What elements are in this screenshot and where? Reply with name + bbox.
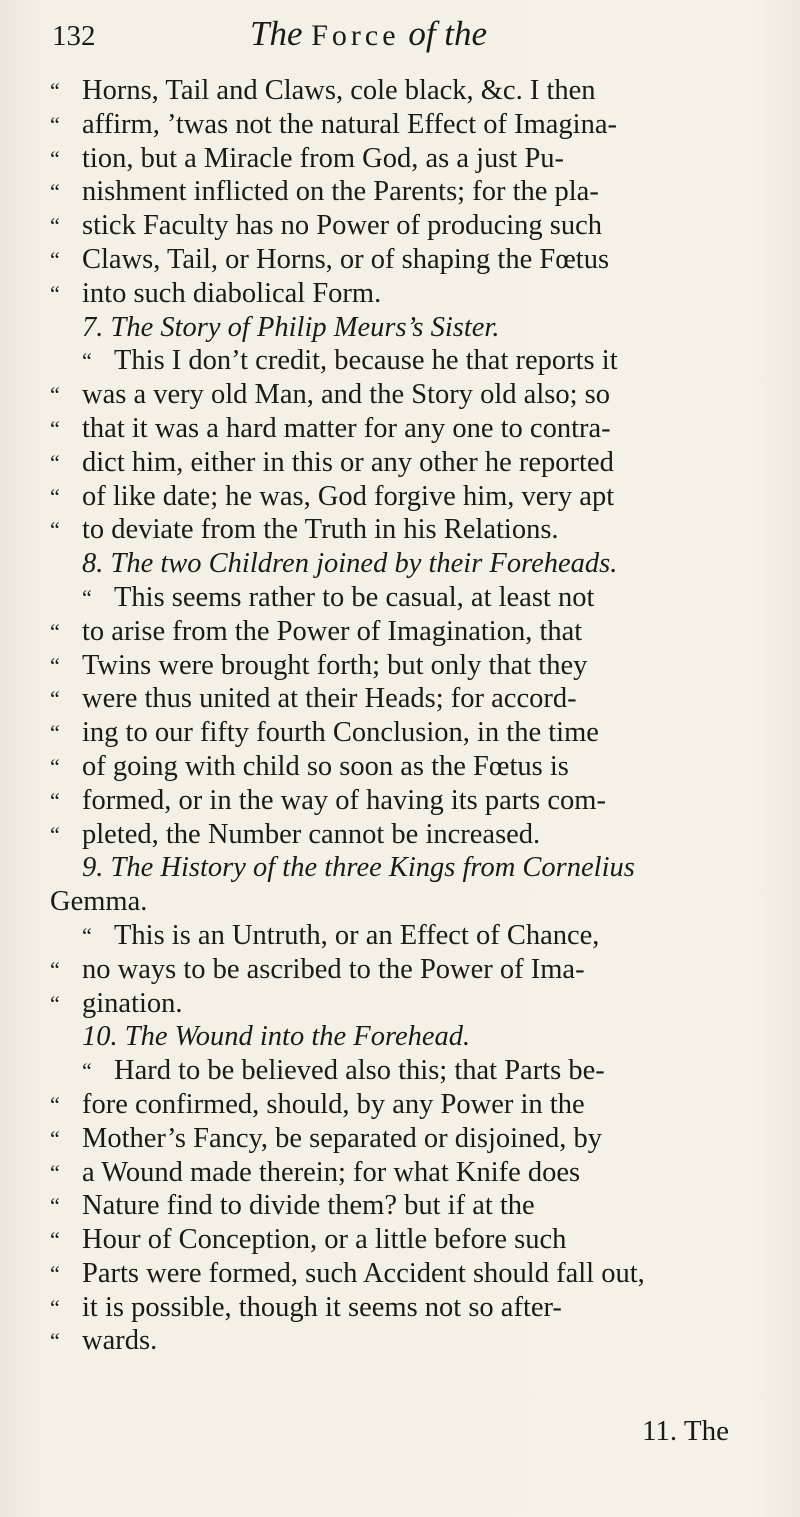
page-number: 132	[52, 20, 96, 52]
quote-mark: “	[50, 382, 60, 408]
quote-mark: “	[50, 483, 60, 509]
quote-mark: “	[50, 111, 60, 137]
text-line	[50, 175, 750, 209]
quote-mark: “	[50, 990, 60, 1016]
line-text: Parts were formed, such Accident should fall out,	[82, 1257, 645, 1289]
text-line	[50, 987, 750, 1021]
text-line	[50, 1223, 750, 1257]
text-line	[50, 142, 750, 176]
text-line	[50, 615, 750, 649]
line-text: wards.	[82, 1325, 158, 1357]
text-line	[50, 818, 750, 852]
quote-mark: “	[50, 1125, 60, 1151]
line-text: This I don’t credit, because he that reports it	[114, 345, 618, 377]
title-of-the: of the	[408, 14, 488, 53]
running-header	[52, 14, 742, 62]
line-text: 8. The two Children joined by their Foreheads.	[82, 548, 618, 580]
line-text: pleted, the Number cannot be increased.	[82, 818, 541, 850]
title-the: The	[250, 14, 303, 53]
quote-mark: “	[50, 1159, 60, 1185]
line-text: stick Faculty has no Power of producing such	[82, 210, 603, 242]
section-heading	[50, 851, 750, 885]
line-text: 9. The History of the three Kings from Cornelius	[82, 852, 635, 884]
line-text: to deviate from the Truth in his Relations.	[82, 514, 559, 546]
line-text: Horns, Tail and Claws, cole black, &c. I then	[82, 75, 596, 106]
line-text: ing to our fifty fourth Conclusion, in the time	[82, 717, 599, 749]
line-text: to arise from the Power of Imagination, that	[82, 615, 583, 647]
text-line	[50, 243, 750, 277]
line-text: formed, or in the way of having its parts com-	[82, 784, 606, 816]
line-text: Twins were brought forth; but only that they	[82, 649, 588, 681]
line-text: tion, but a Miracle from God, as a just Pu-	[82, 142, 565, 174]
text-line	[50, 209, 750, 243]
line-text: of like date; he was, God forgive him, very apt	[82, 480, 615, 512]
text-line	[50, 750, 750, 784]
line-text: Hard to be believed also this; that Parts be-	[114, 1055, 605, 1087]
text-line	[50, 378, 750, 412]
quote-mark: “	[50, 618, 60, 644]
text-line	[50, 480, 750, 514]
text-line	[50, 682, 750, 716]
quote-mark: “	[50, 449, 60, 475]
line-text: affirm, ’twas not the natural Effect of Imagina-	[82, 108, 617, 140]
line-text: nishment inflicted on the Parents; for the pla-	[82, 176, 599, 208]
text-line	[50, 1122, 750, 1156]
line-text: This is an Untruth, or an Effect of Chance,	[114, 919, 600, 951]
line-text: into such diabolical Form.	[82, 277, 382, 309]
quote-mark: “	[50, 720, 60, 746]
quote-mark: “	[50, 956, 60, 982]
text-line	[50, 1324, 750, 1358]
line-text: Nature find to divide them? but if at the	[82, 1190, 535, 1222]
quote-mark: “	[50, 1227, 60, 1253]
quote-mark: “	[50, 787, 60, 813]
text-line	[50, 1189, 750, 1223]
title-force: Force	[311, 19, 400, 52]
line-text: 10. The Wound into the Forehead.	[82, 1021, 471, 1053]
quote-mark: “	[50, 145, 60, 171]
line-text: This seems rather to be casual, at least not	[114, 581, 595, 613]
text-line	[50, 885, 750, 919]
text-line	[50, 513, 750, 547]
quote-mark: “	[50, 280, 60, 306]
quote-mark: “	[50, 78, 60, 103]
text-line	[50, 716, 750, 750]
text-line	[50, 1291, 750, 1325]
line-text: was a very old Man, and the Story old also; so	[82, 379, 610, 411]
running-title	[250, 14, 487, 54]
text-line	[50, 1054, 750, 1088]
line-text: no ways to be ascribed to the Power of Ima-	[82, 953, 585, 985]
quote-mark: “	[50, 179, 60, 205]
text-line	[50, 1088, 750, 1122]
text-line	[50, 581, 750, 615]
quote-mark: “	[50, 1260, 60, 1286]
line-text: fore confirmed, should, by any Power in the	[82, 1088, 585, 1120]
line-text: that it was a hard matter for any one to contra-	[82, 412, 611, 444]
text-line	[50, 446, 750, 480]
quote-mark: “	[50, 1294, 60, 1320]
quote-mark: “	[50, 652, 60, 678]
section-heading	[50, 311, 750, 345]
text-line	[50, 1156, 750, 1190]
line-text: were thus united at their Heads; for accord-	[82, 683, 577, 715]
quote-mark: “	[50, 753, 60, 779]
line-text: gination.	[82, 987, 183, 1019]
line-text: Hour of Conception, or a little before such	[82, 1224, 567, 1256]
quote-mark: “	[50, 1193, 60, 1219]
quote-mark: “	[50, 686, 60, 712]
quote-mark: “	[50, 1328, 60, 1354]
quote-mark: “	[82, 584, 92, 610]
quote-mark: “	[50, 213, 60, 239]
quote-mark: “	[50, 246, 60, 272]
text-line	[50, 784, 750, 818]
quote-mark: “	[50, 517, 60, 543]
section-heading	[50, 547, 750, 581]
line-text: Mother’s Fancy, be separated or disjoined, by	[82, 1122, 602, 1154]
text-line	[50, 919, 750, 953]
line-text: 7. The Story of Philip Meurs’s Sister.	[82, 311, 500, 343]
quote-mark: “	[82, 922, 92, 948]
line-text: a Wound made therein; for what Knife does	[82, 1156, 581, 1188]
body-text	[50, 74, 750, 1358]
text-line	[50, 953, 750, 987]
quote-mark: “	[82, 1058, 92, 1084]
text-line	[50, 74, 750, 108]
text-line	[50, 277, 750, 311]
text-line	[50, 649, 750, 683]
line-text: Claws, Tail, or Horns, or of shaping the Fœtus	[82, 243, 610, 275]
line-text: it is possible, though it seems not so after-	[82, 1291, 562, 1323]
quote-mark: “	[82, 348, 92, 374]
text-line	[50, 412, 750, 446]
quote-mark: “	[50, 1091, 60, 1117]
text-line	[50, 1257, 750, 1291]
text-line	[50, 108, 750, 142]
catchword: 11. The	[642, 1415, 729, 1447]
line-text: Gemma.	[50, 886, 148, 918]
text-line	[50, 344, 750, 378]
quote-mark: “	[50, 415, 60, 441]
line-text: of going with child so soon as the Fœtus is	[82, 750, 569, 782]
quote-mark: “	[50, 821, 60, 847]
section-heading	[50, 1020, 750, 1054]
line-text: dict him, either in this or any other he reported	[82, 446, 614, 478]
